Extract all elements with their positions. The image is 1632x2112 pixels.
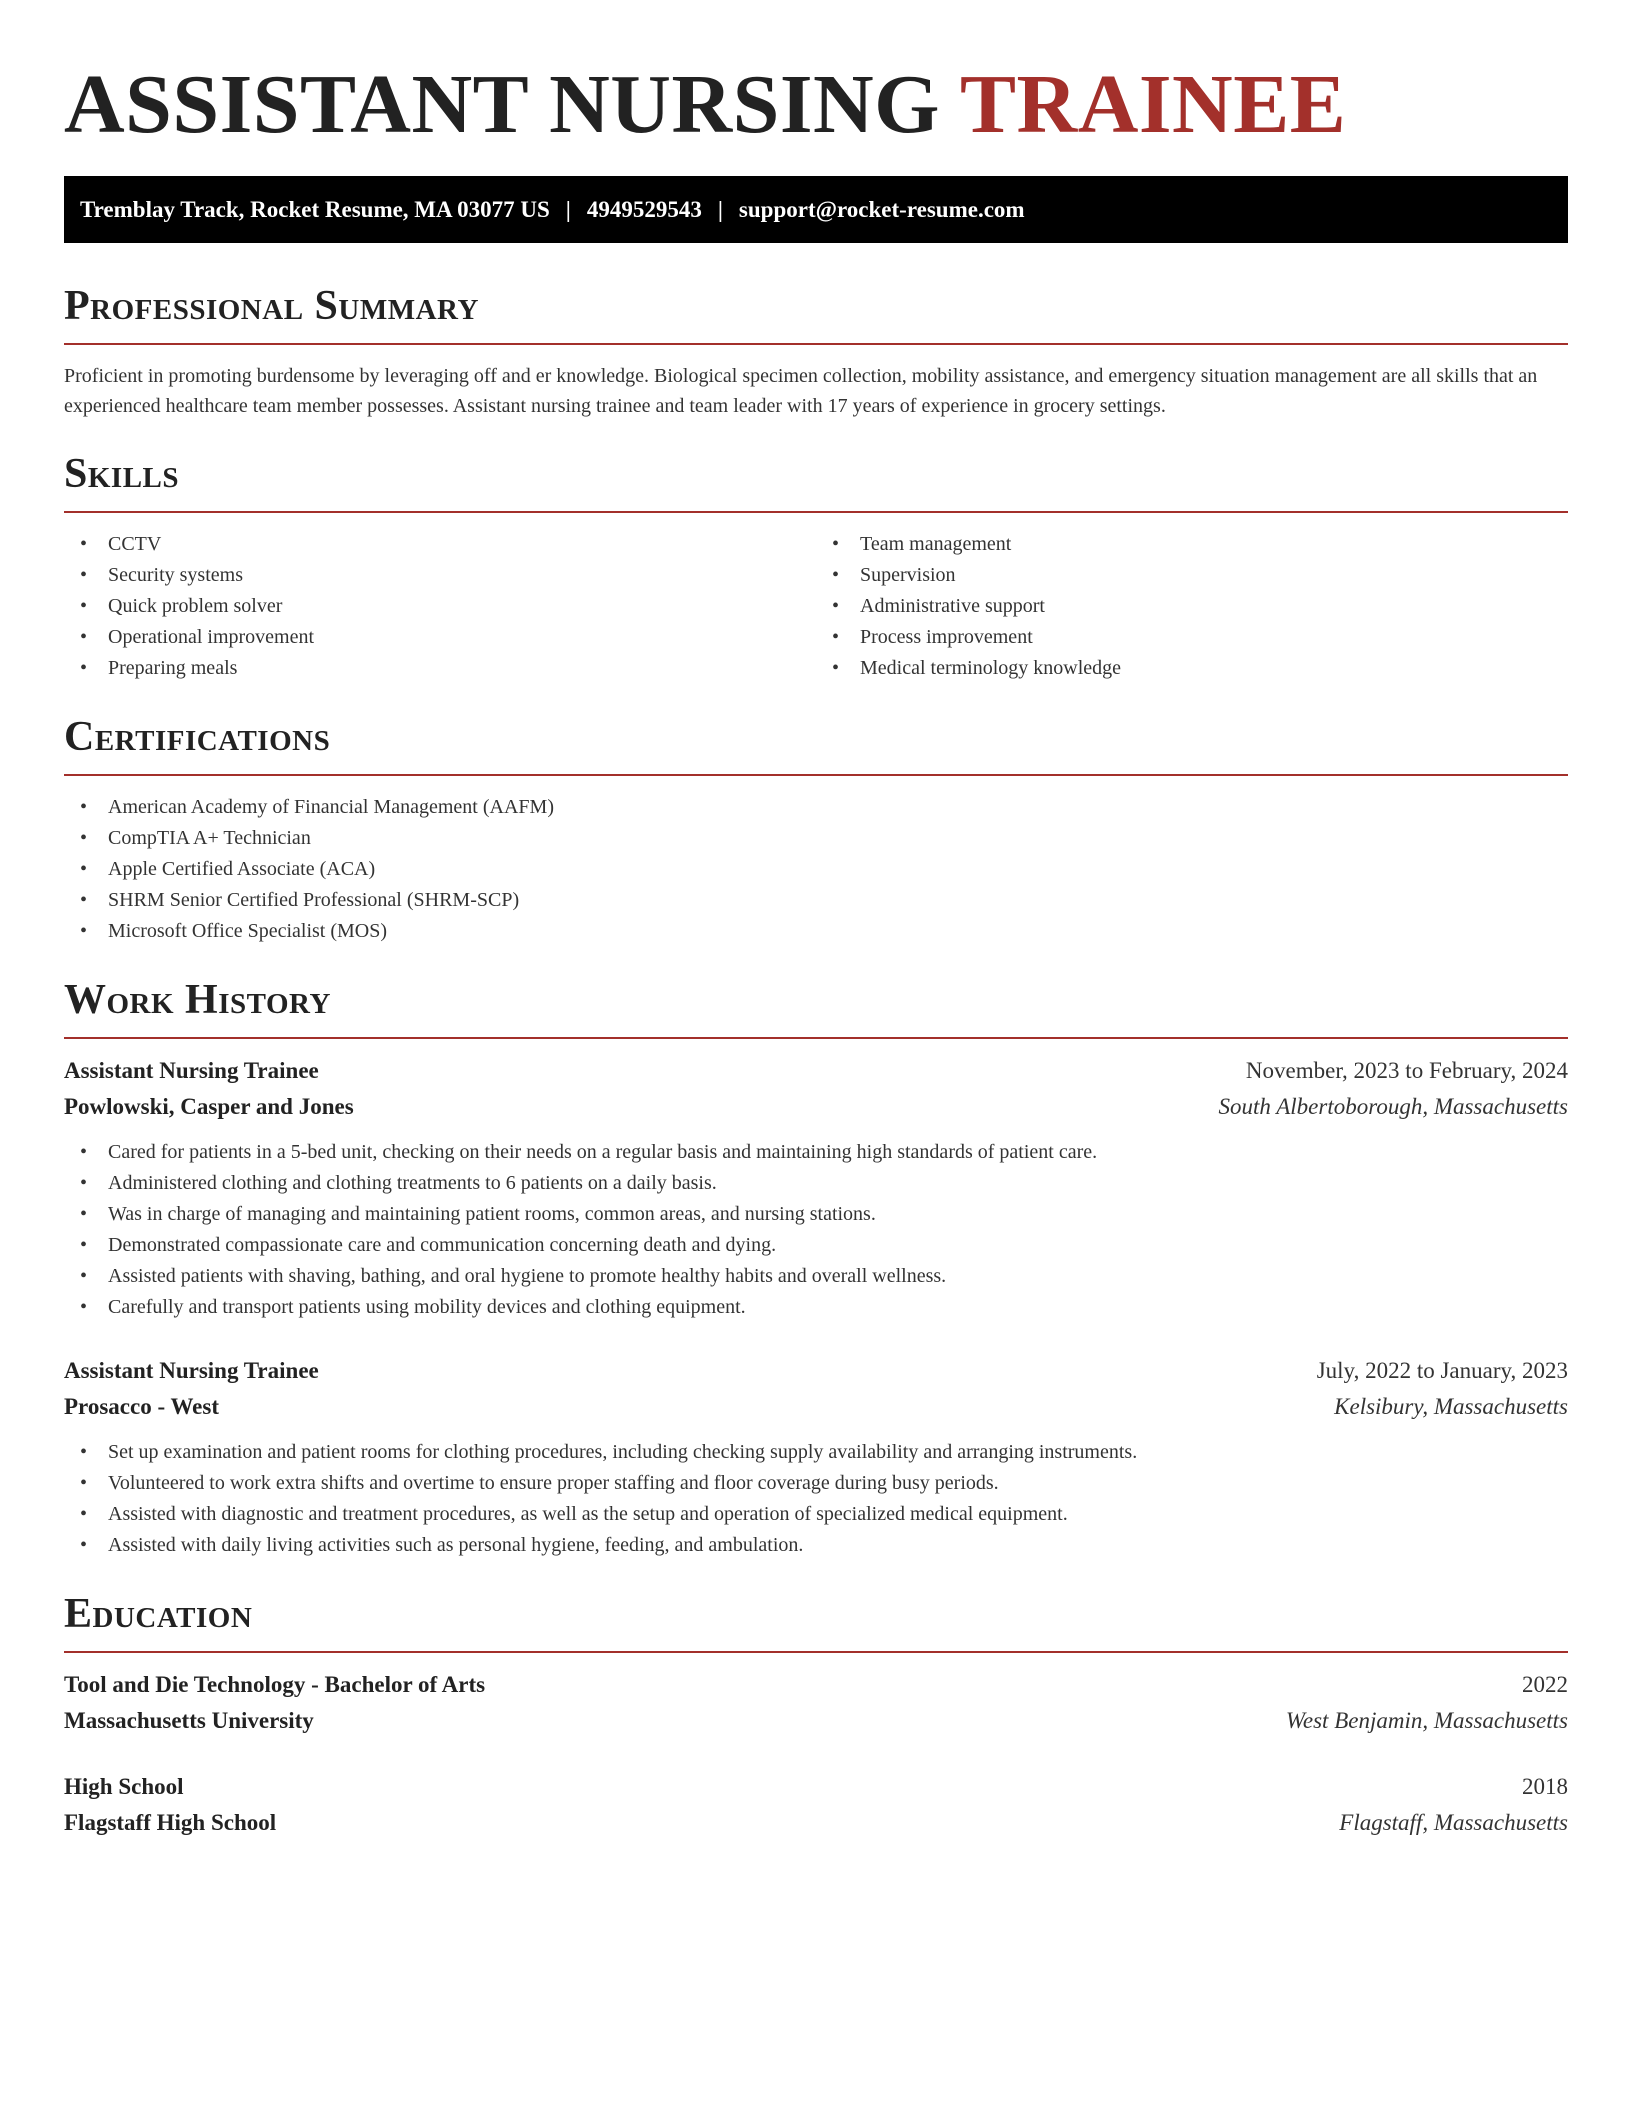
skill-item: • Security systems	[64, 560, 816, 591]
education-year: 2022	[1522, 1672, 1568, 1697]
job-duty-item: • Carefully and transport patients using mobility devices and clothing equipment.	[64, 1292, 1568, 1323]
job-header-row	[64, 1353, 1568, 1389]
skill-item: • CCTV	[64, 529, 816, 560]
contact-email[interactable]: support@rocket-resume.com	[738, 197, 1025, 222]
name-accent: TRAINEE	[960, 58, 1347, 151]
certifications-section-title: Certifications	[64, 712, 1568, 776]
certification-item: • CompTIA A+ Technician	[64, 823, 1568, 854]
education-entry	[64, 1667, 1568, 1739]
education-school: Massachusetts University	[64, 1708, 314, 1733]
name-main: ASSISTANT NURSING	[64, 58, 941, 151]
skill-item: • Preparing meals	[64, 653, 816, 684]
skills-list-right	[816, 529, 1568, 684]
skill-item: • Process improvement	[816, 622, 1568, 653]
certification-item: • Apple Certified Associate (ACA)	[64, 854, 1568, 885]
job-company: Prosacco - West	[64, 1394, 220, 1419]
certification-item: • SHRM Senior Certified Professional (SHRM-SCP)	[64, 885, 1568, 916]
skill-item: • Operational improvement	[64, 622, 816, 653]
job-header-row	[64, 1053, 1568, 1089]
certifications-section	[64, 712, 1568, 947]
certification-item: • Microsoft Office Specialist (MOS)	[64, 916, 1568, 947]
job-company: Powlowski, Casper and Jones	[64, 1094, 354, 1119]
skills-section	[64, 449, 1568, 684]
skill-item: • Quick problem solver	[64, 591, 816, 622]
job-duty-item: • Assisted with diagnostic and treatment procedures, as well as the setup and operation of specialized medical equipment.	[64, 1499, 1568, 1530]
education-school: Flagstaff High School	[64, 1810, 277, 1835]
job-duty-item: • Administered clothing and clothing treatments to 6 patients on a daily basis.	[64, 1168, 1568, 1199]
education-school-row	[64, 1703, 1568, 1739]
job-duty-item: • Set up examination and patient rooms for clothing procedures, including checking supply availability and arranging instruments.	[64, 1437, 1568, 1468]
contact-bar	[64, 176, 1568, 243]
skill-item: • Team management	[816, 529, 1568, 560]
skill-item: • Administrative support	[816, 591, 1568, 622]
job-duties-list	[64, 1137, 1568, 1323]
job-company-row	[64, 1389, 1568, 1425]
job-duty-item: • Assisted patients with shaving, bathing, and oral hygiene to promote healthy habits and overall wellness.	[64, 1261, 1568, 1292]
job-role: Assistant Nursing Trainee	[64, 1358, 319, 1383]
job-entry	[64, 1053, 1568, 1323]
skills-grid	[64, 513, 1568, 684]
contact-phone: 4949529543	[586, 197, 702, 222]
education-degree: High School	[64, 1774, 184, 1799]
education-section-title: Education	[64, 1589, 1568, 1653]
job-duty-item: • Volunteered to work extra shifts and overtime to ensure proper staffing and floor coverage during busy periods.	[64, 1468, 1568, 1499]
summary-section-title: Professional Summary	[64, 281, 1568, 345]
job-dates: July, 2022 to January, 2023	[1316, 1358, 1568, 1383]
job-duty-item: • Cared for patients in a 5-bed unit, checking on their needs on a regular basis and maintaining high standards of patient care.	[64, 1137, 1568, 1168]
job-location: Kelsibury, Massachusetts	[1334, 1394, 1568, 1419]
education-degree: Tool and Die Technology - Bachelor of Arts	[64, 1672, 486, 1697]
contact-address: Tremblay Track, Rocket Resume, MA 03077 US	[80, 197, 550, 222]
skills-list-left	[64, 529, 816, 684]
job-duty-item: • Assisted with daily living activities such as personal hygiene, feeding, and ambulation.	[64, 1530, 1568, 1561]
summary-text: Proficient in promoting burdensome by leveraging off and er knowledge. Biological specimen collection, mobility assistance, and emergency situation management are all skills that an experienced healthcare team member possesses. Assistant nursing trainee and team leader with 17 years of experience in grocery settings.	[64, 365, 1538, 417]
education-school-row	[64, 1805, 1568, 1841]
education-location: Flagstaff, Massachusetts	[1339, 1810, 1568, 1835]
job-company-row	[64, 1089, 1568, 1125]
job-role: Assistant Nursing Trainee	[64, 1058, 319, 1083]
certifications-list	[64, 792, 1568, 947]
work-history-section-title: Work History	[64, 975, 1568, 1039]
job-location: South Albertoborough, Massachusetts	[1218, 1094, 1568, 1119]
education-location: West Benjamin, Massachusetts	[1285, 1708, 1568, 1733]
job-duties-list	[64, 1437, 1568, 1561]
job-duty-item: • Was in charge of managing and maintaining patient rooms, common areas, and nursing stations.	[64, 1199, 1568, 1230]
education-year: 2018	[1522, 1774, 1568, 1799]
work-history-section	[64, 975, 1568, 1561]
education-entry	[64, 1769, 1568, 1841]
education-header-row	[64, 1769, 1568, 1805]
education-header-row	[64, 1667, 1568, 1703]
contact-separator: |	[565, 197, 571, 222]
resume-page	[64, 0, 1568, 1841]
skills-section-title: Skills	[64, 449, 1568, 513]
certification-item: • American Academy of Financial Management (AAFM)	[64, 792, 1568, 823]
education-section	[64, 1589, 1568, 1841]
job-duty-item: • Demonstrated compassionate care and communication concerning death and dying.	[64, 1230, 1568, 1261]
job-dates: November, 2023 to February, 2024	[1245, 1058, 1568, 1083]
job-entry	[64, 1353, 1568, 1561]
skill-item: • Supervision	[816, 560, 1568, 591]
contact-separator: |	[717, 197, 723, 222]
resume-name-heading	[64, 0, 1568, 150]
skill-item: • Medical terminology knowledge	[816, 653, 1568, 684]
